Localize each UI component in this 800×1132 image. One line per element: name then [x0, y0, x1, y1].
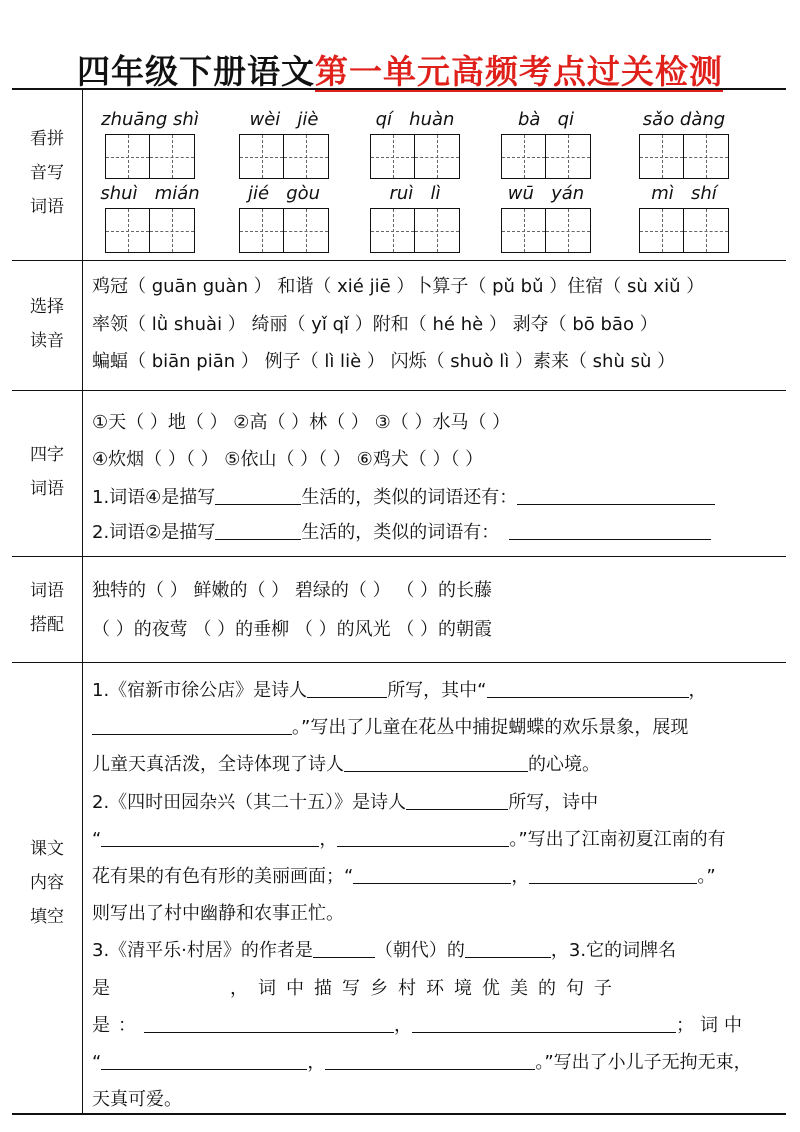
page-title [0, 46, 800, 93]
label-divider [82, 90, 83, 1113]
section-label-text: 课文 内容 填空 [30, 839, 64, 927]
collocation-line[interactable]: （ ）的夜莺 （ ）的垂柳 （ ）的风光 （ ）的朝霞 [92, 619, 493, 640]
writing-cell[interactable] [684, 134, 729, 179]
writing-cell[interactable] [546, 134, 591, 179]
writing-cell[interactable] [284, 134, 329, 179]
pinyin-item: zhuāng shì [100, 108, 200, 179]
idiom-question-2: 2.词语②是描写 生活的，类似的词语有： [92, 518, 780, 544]
writing-cell[interactable] [150, 208, 195, 253]
answer-blank[interactable] [529, 863, 697, 884]
row-divider [12, 260, 786, 261]
idiom-line[interactable]: ①天（ ）地（ ） ②高（ ）林（ ） ③（ ）水马（ ） [92, 412, 511, 433]
answer-blank[interactable] [412, 1012, 676, 1033]
writing-cell[interactable] [370, 134, 415, 179]
answer-blank[interactable] [101, 826, 319, 847]
section-label-collocation: 词语 搭配 [30, 581, 64, 635]
worksheet-table: 看拼 音写 词语 zhuāng shì wèi jiè qí huàn bà qi sǎo dàng shuì mián jié gòu ruì lì wū yán mì shí 选择 读音 鸡冠（ guān guàn ） 和谐（ xié jiē ）卜算子（ pǔ bǔ ）住宿（ sù xiǔ ） 率领（ lǜ shuài ） 绮丽（ yǐ qǐ ）附和（ hé hè ） 剥夺（ bō bāo ） 蝙蝠（ biān piān ） 例子（ lì liè ） 闪烁（ shuò lì ）素来（ shù sù ） 四字 词语 ①天（ ）地（ ） ②高（ ）林（ ） ③（ ）水马（ ） ④炊烟（ ）（ ） ⑤依山（ ）（ ） ⑥鸡犬（ ）（ ） 1.词语④是描写 生活的，类似的词语还有： 2.词语②是描写 生活的，类似的词语有： 词语 搭配 独特的（ ） 鲜嫩的（ ） 碧绿的（ ） （ ）的长藤 （ ）的夜莺 （ ）的垂柳 （ ）的风光 （ ）的朝霞 课文 内容 填空 1.《宿新市徐公店》是诗人 所写，其中“ ， 。”写出了儿童在花丛中捕捉蝴蝶的欢乐景象，展现 儿童天真活泼，全诗体现了诗人 的心境。 2.《四时田园杂兴（其二十五）》是诗人 所写，诗中 “ ， 。”写出了江南初夏江南的有 花有果的有色有形的美丽画面；“ ， 。” 则写出了村中幽静和农事正忙。 3.《清平乐·村居》的作者是 （朝代）的 ，3.它的词牌名 是 ，词中描写乡村环境优美的句子 是： ， ；词中 “ ， 。”写出了小儿子无拘无束， 天真可爱。 [12, 88, 786, 1115]
title-main: 四年级下册语文 [77, 52, 315, 91]
answer-blank[interactable] [337, 826, 509, 847]
answer-blank[interactable] [325, 1049, 535, 1070]
pinyin-item: bà qi [496, 108, 596, 179]
writing-cell[interactable] [415, 134, 460, 179]
writing-cell[interactable] [501, 208, 546, 253]
answer-blank[interactable] [144, 1012, 394, 1033]
title-highlight: 第一单元高频考点过关检测 [315, 52, 723, 91]
answer-blank[interactable] [307, 677, 387, 698]
answer-blank[interactable] [313, 937, 375, 958]
idiom-question-1: 1.词语④是描写 生活的，类似的词语还有： [92, 483, 780, 509]
writing-cell[interactable] [150, 134, 195, 179]
writing-cell[interactable] [501, 134, 546, 179]
answer-blank[interactable] [406, 789, 508, 810]
writing-cell[interactable] [639, 134, 684, 179]
pinyin-item: sǎo dàng [634, 108, 734, 179]
answer-blank[interactable] [465, 937, 551, 958]
answer-blank[interactable] [509, 519, 711, 540]
answer-blank[interactable] [215, 519, 301, 540]
pinyin-item: jié gòu [234, 182, 334, 253]
writing-cell[interactable] [370, 208, 415, 253]
section-label-reading: 选择 读音 [30, 297, 64, 351]
collocation-line[interactable]: 独特的（ ） 鲜嫩的（ ） 碧绿的（ ） （ ）的长藤 [92, 580, 493, 601]
pinyin-item: shuì mián [100, 182, 200, 253]
row-divider [12, 662, 786, 663]
writing-cell[interactable] [105, 134, 150, 179]
pinyin-item: mì shí [634, 182, 734, 253]
reading-line[interactable]: 鸡冠（ guān guàn ） 和谐（ xié jiē ）卜算子（ pǔ bǔ ）住宿（ sù xiǔ ） [92, 276, 705, 297]
writing-cell[interactable] [415, 208, 460, 253]
writing-cell[interactable] [639, 208, 684, 253]
pinyin-item: qí huàn [365, 108, 465, 179]
idiom-line[interactable]: ④炊烟（ ）（ ） ⑤依山（ ）（ ） ⑥鸡犬（ ）（ ） [92, 449, 484, 470]
section-label-pinyin: 看拼 音写 词语 [30, 129, 64, 217]
writing-cell[interactable] [684, 208, 729, 253]
writing-cell[interactable] [105, 208, 150, 253]
row-divider [12, 556, 786, 557]
writing-cell[interactable] [546, 208, 591, 253]
answer-blank[interactable] [517, 484, 715, 505]
answer-blank[interactable] [344, 751, 528, 772]
reading-line[interactable]: 率领（ lǜ shuài ） 绮丽（ yǐ qǐ ）附和（ hé hè ） 剥夺（ bō bāo ） [92, 314, 658, 335]
pinyin-item: wū yán [496, 182, 596, 253]
answer-blank[interactable] [92, 714, 292, 735]
answer-blank[interactable] [101, 1049, 307, 1070]
answer-blank[interactable] [215, 484, 301, 505]
pinyin-item: ruì lì [365, 182, 465, 253]
writing-cell[interactable] [284, 208, 329, 253]
answer-blank[interactable] [353, 863, 511, 884]
writing-cell[interactable] [239, 134, 284, 179]
reading-line[interactable]: 蝙蝠（ biān piān ） 例子（ lì liè ） 闪烁（ shuò lì ）素来（ shù sù ） [92, 351, 676, 372]
answer-blank[interactable] [487, 677, 689, 698]
row-divider [12, 390, 786, 391]
writing-cell[interactable] [239, 208, 284, 253]
pinyin-item: wèi jiè [234, 108, 334, 179]
section-label-idioms: 四字 词语 [30, 445, 64, 499]
